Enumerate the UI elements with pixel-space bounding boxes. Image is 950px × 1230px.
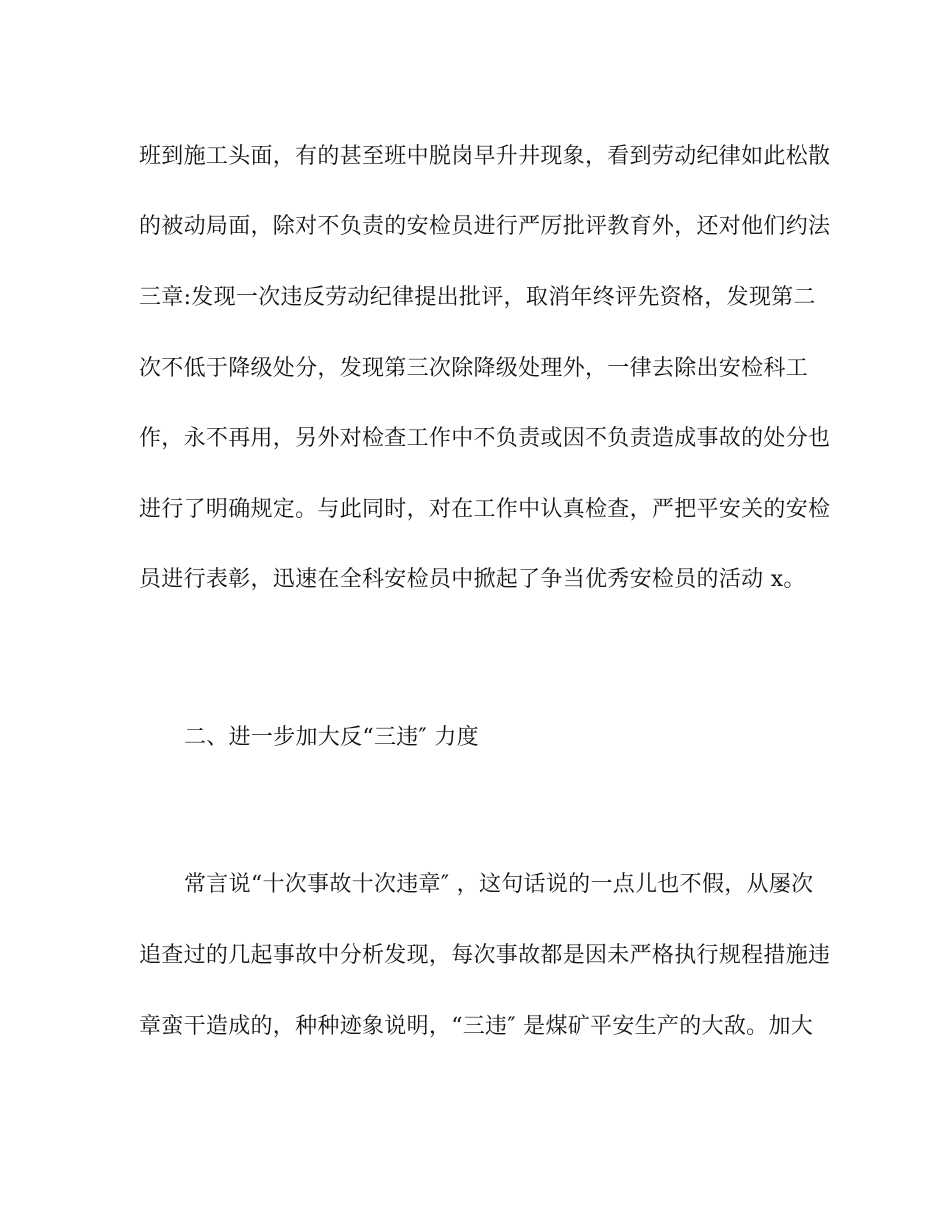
paragraph-2-line-3: 章蛮干造成的，种种迹象说明，“三违″ 是煤矿平安生产的大敌。加大	[139, 1014, 814, 1039]
paragraph-1-line-1: 班到施工头面，有的甚至班中脱岗早升井现象，看到劳动纪律如此松散	[139, 144, 831, 169]
section-heading: 二、进一步加大反“三违″ 力度	[184, 725, 479, 750]
paragraph-1-line-5: 作，永不再用，另外对检查工作中不负责或因不负责造成事故的处分也	[139, 426, 831, 451]
paragraph-1-line-6: 进行了明确规定。与此同时，对在工作中认真检查，严把平安关的安检	[139, 497, 831, 522]
paragraph-1-line-3: 三章:发现一次违反劳动纪律提出批评，取消年终评先资格，发现第二	[139, 285, 816, 310]
paragraph-1-line-7: 员进行表彰，迅速在全科安检员中掀起了争当优秀安检员的活动 x。	[139, 567, 806, 592]
paragraph-2-line-2: 追查过的几起事故中分析发现，每次事故都是因未严格执行规程措施违	[139, 943, 831, 968]
paragraph-2-line-1: 常言说“十次事故十次违章″ ，这句话说的一点儿也不假，从屡次	[184, 872, 814, 897]
paragraph-1-line-2: 的被动局面，除对不负责的安检员进行严厉批评教育外，还对他们约法	[139, 214, 831, 239]
paragraph-1-line-4: 次不低于降级处分，发现第三次除降级处理外，一律去除出安检科工	[139, 356, 809, 381]
